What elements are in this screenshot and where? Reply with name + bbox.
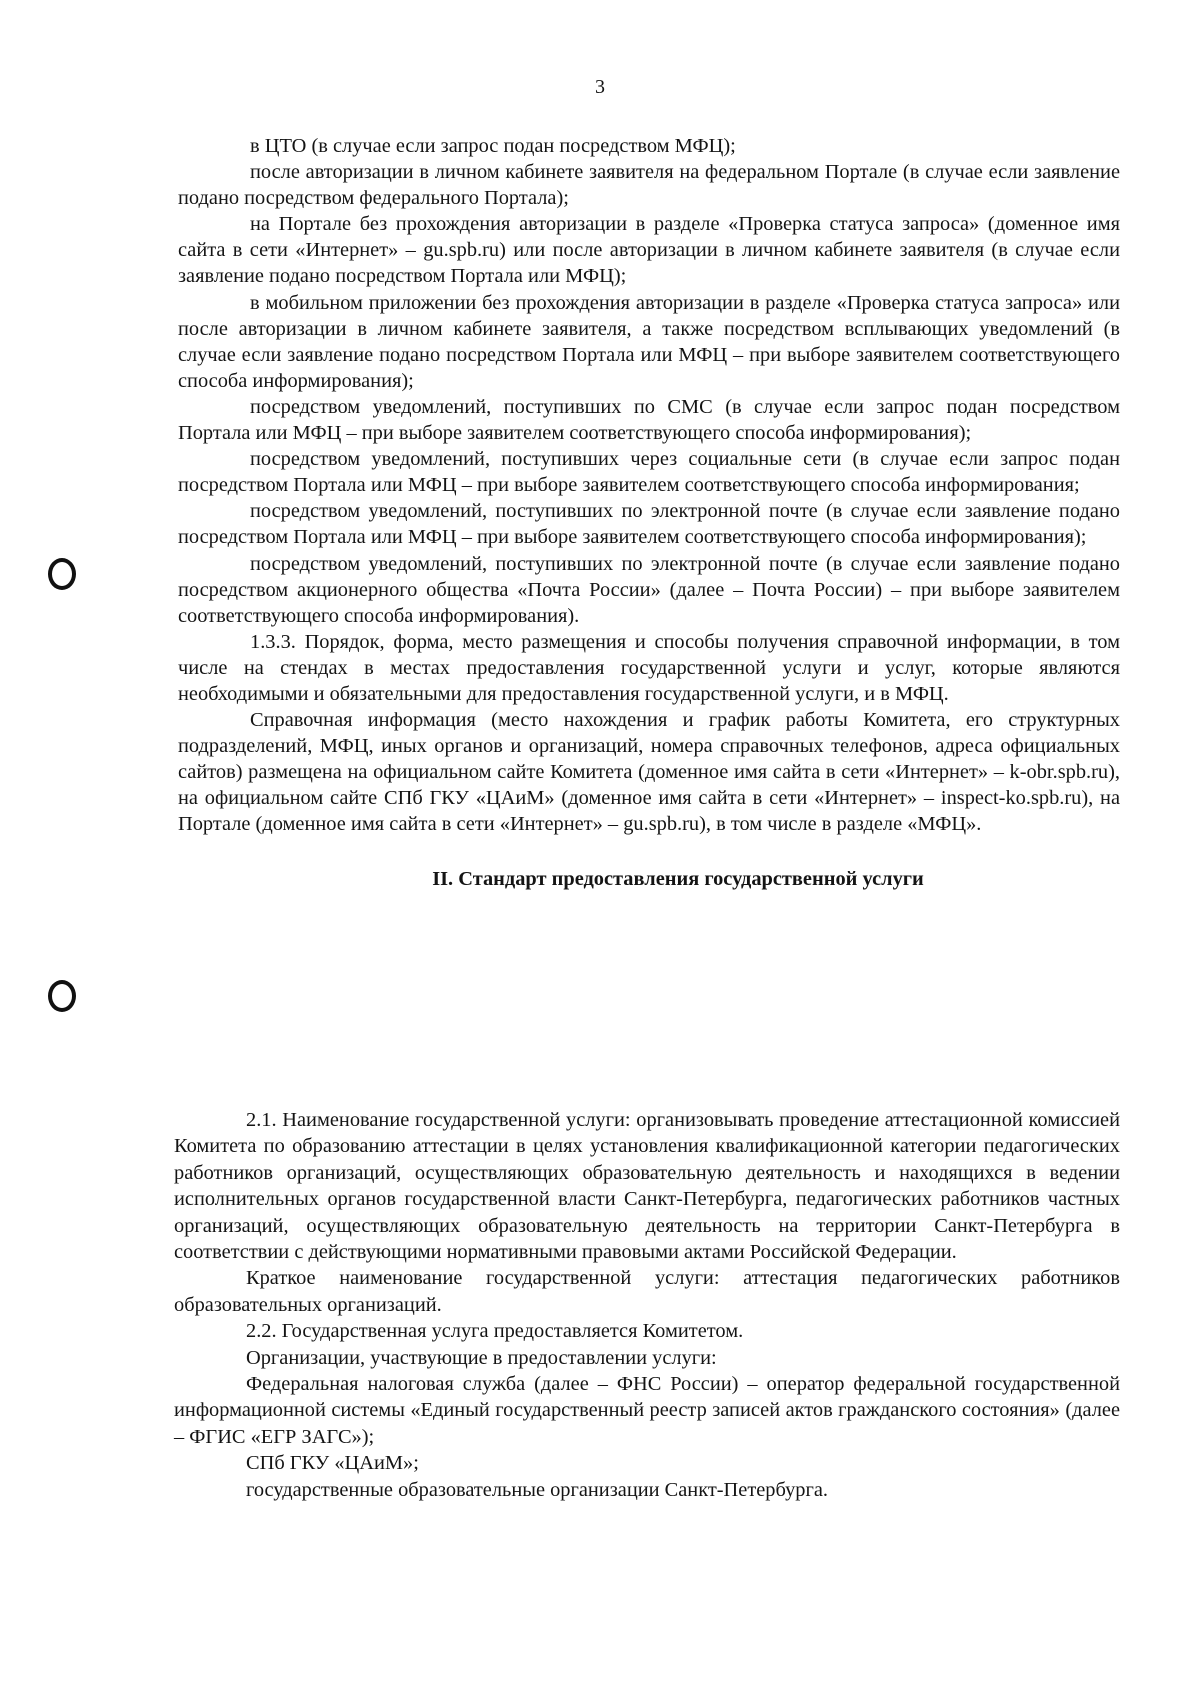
paragraph: СПб ГКУ «ЦАиМ»; [246, 1452, 419, 1475]
punch-hole-lower [48, 980, 76, 1012]
punch-hole-upper [48, 558, 76, 590]
paragraph: после авторизации в личном кабинете заявителя на федеральном Портале (в случае если заявление подано посредством федерального Портала); [178, 161, 1120, 210]
paragraph: государственные образовательные организации Санкт-Петербурга. [246, 1478, 828, 1501]
paragraph: на Портале без прохождения авторизации в разделе «Проверка статуса запроса» (доменное имя сайта в сети «Интернет» – gu.spb.ru) или после авторизации в личном кабинете заявителя (в случае если заявление подано посредством Портала или МФЦ); [178, 213, 1120, 288]
page-number: 3 [595, 76, 605, 98]
paragraph: посредством уведомлений, поступивших через социальные сети (в случае если запрос подан посредством Портала или МФЦ – при выборе заявителем соответствующего способа информирования; [178, 448, 1120, 497]
paragraph: 2.2. Государственная услуга предоставляется Комитетом. [246, 1320, 744, 1343]
paragraph: 2.1. Наименование государственной услуги: организовывать проведение аттестационной комиссией Комитета по образованию аттестации в целях установления квалификационной категории педагогических работников организаций, осуществляющих образовательную деятельность и находящихся в ведении исполнительных органов государственной власти Санкт-Петербурга, педагогических работников частных организаций, осуществляющих образовательную деятельность на территории Санкт-Петербурга в соответствии с действующими нормативными правовыми актами Российской Федерации. [174, 1109, 1120, 1264]
body-text-top [178, 133, 1120, 922]
paragraph: Краткое наименование государственной услуги: аттестация педагогических работников образовательных организаций. [174, 1267, 1120, 1316]
paragraph: посредством уведомлений, поступивших по электронной почте (в случае если заявление подано посредством акционерного общества «Почта России» (далее – Почта России) – при выборе заявителем соответствующего способа информирования). [178, 552, 1120, 627]
body-text-bottom [174, 1107, 1120, 1503]
paragraph: Федеральная налоговая служба (далее – ФНС России) – оператор федеральной государственной информационной системы «Единый государственный реестр записей актов гражданского состояния» (далее – ФГИС «ЕГР ЗАГС»); [174, 1373, 1120, 1448]
section-title: II. Стандарт предоставления государственной услуги [432, 867, 924, 890]
paragraph: посредством уведомлений, поступивших по электронной почте (в случае если заявление подано посредством Портала или МФЦ – при выборе заявителем соответствующего способа информирования); [178, 500, 1120, 549]
paragraph: Справочная информация (место нахождения и график работы Комитета, его структурных подразделений, МФЦ, иных органов и организаций, номера справочных телефонов, адреса официальных сайтов) размещена на официальном сайте Комитета (доменное имя сайта в сети «Интернет» – k-obr.spb.ru), на официальном сайте СПб ГКУ «ЦАиМ» (доменное имя сайта в сети «Интернет» – inspect-ko.spb.ru), на Портале (доменное имя сайта в сети «Интернет» – gu.spb.ru), в том числе в разделе «МФЦ». [178, 709, 1120, 836]
paragraph: Организации, участвующие в предоставлении услуги: [246, 1346, 717, 1369]
paragraph: посредством уведомлений, поступивших по СМС (в случае если запрос подан посредством Портала или МФЦ – при выборе заявителем соответствующего способа информирования); [178, 395, 1120, 445]
paragraph: в мобильном приложении без прохождения авторизации в разделе «Проверка статуса запроса» или после авторизации в личном кабинете заявителя, а также посредством всплывающих уведомлений (в случае если заявление подано посредством Портала или МФЦ – при выборе заявителем соответствующего способа информирования); [178, 291, 1120, 392]
paragraph: 1.3.3. Порядок, форма, место размещения и способы получения справочной информации, в том числе на стендах в местах предоставления государственной услуги и услуг, которые являются необходимыми и обязательными для предоставления государственной услуги, и в МФЦ. [178, 630, 1120, 705]
paragraph: в ЦТО (в случае если запрос подан посредством МФЦ); [250, 135, 736, 157]
